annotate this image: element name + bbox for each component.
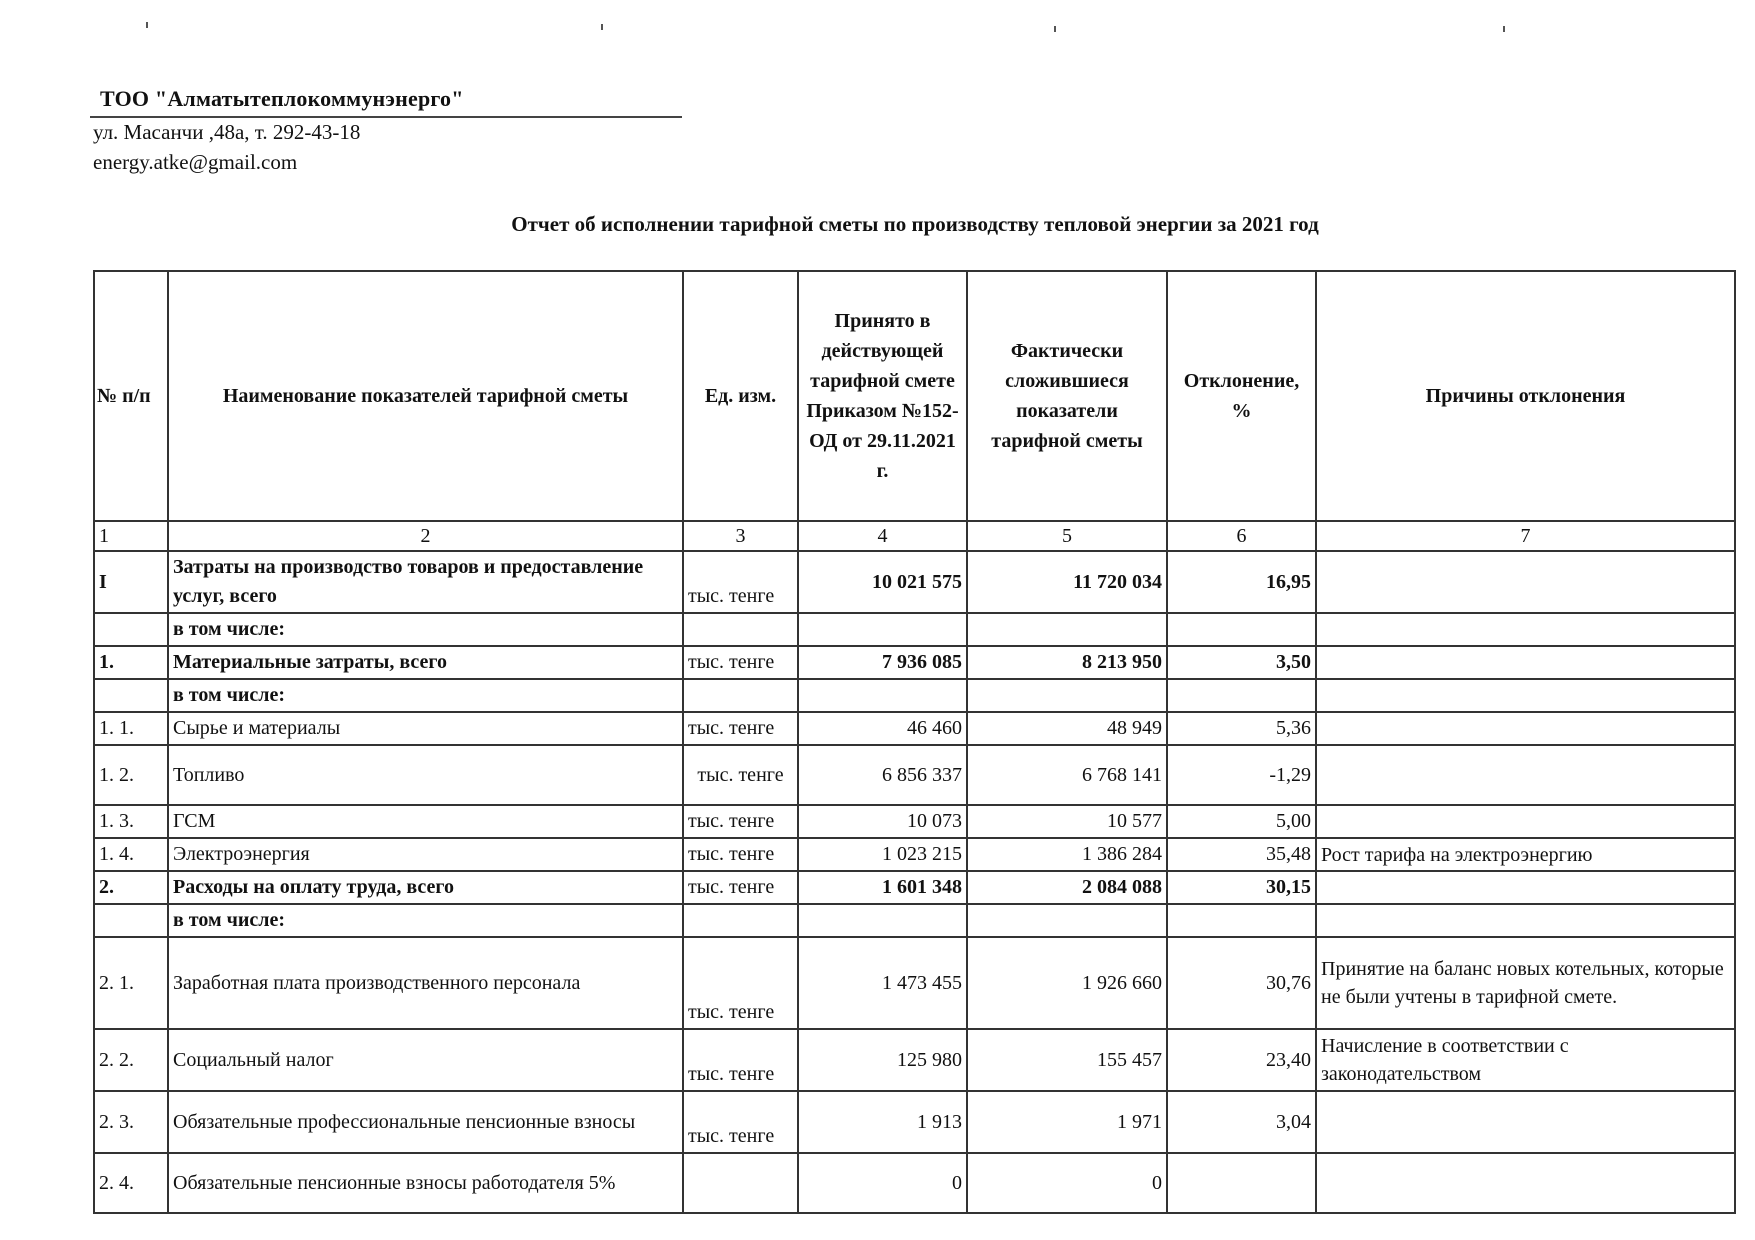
- organization-address: ул. Масанчи ,48а, т. 292-43-18: [93, 120, 361, 144]
- row-name: Обязательные пенсионные взносы работодателя 5%: [168, 1153, 683, 1213]
- row-deviation: 16,95: [1167, 551, 1316, 613]
- row-actual: 155 457: [967, 1029, 1167, 1091]
- scan-mark: [1503, 26, 1505, 32]
- scan-mark: [601, 24, 603, 30]
- row-name: в том числе:: [168, 904, 683, 937]
- row-actual: 1 926 660: [967, 937, 1167, 1029]
- row-unit: тыс. тенге: [683, 838, 798, 871]
- row-unit: тыс. тенге: [683, 551, 798, 613]
- row-name: Затраты на производство товаров и предоставление услуг, всего: [168, 551, 683, 613]
- row-deviation: 3,04: [1167, 1091, 1316, 1153]
- col-header-reason: Причины отклонения: [1316, 271, 1735, 521]
- row-reason: [1316, 904, 1735, 937]
- row-planned: [798, 679, 967, 712]
- table-row: [94, 646, 1735, 679]
- row-unit: тыс. тенге: [683, 646, 798, 679]
- table-row: [94, 805, 1735, 838]
- col-header-number: № п/п: [94, 271, 168, 521]
- row-name: Обязательные профессиональные пенсионные взносы: [168, 1091, 683, 1153]
- row-deviation: -1,29: [1167, 745, 1316, 805]
- row-actual: 11 720 034: [967, 551, 1167, 613]
- column-number: 3: [683, 521, 798, 551]
- column-number: 4: [798, 521, 967, 551]
- row-planned: 1 913: [798, 1091, 967, 1153]
- col-header-name: Наименование показателей тарифной сметы: [168, 271, 683, 521]
- column-number: 6: [1167, 521, 1316, 551]
- table-row: [94, 904, 1735, 937]
- row-actual: 1 971: [967, 1091, 1167, 1153]
- row-deviation: [1167, 1153, 1316, 1213]
- row-number: 2. 4.: [94, 1153, 168, 1213]
- table-row: [94, 613, 1735, 646]
- row-planned: [798, 613, 967, 646]
- header-rule: [90, 116, 682, 118]
- table-row: [94, 838, 1735, 871]
- row-actual: [967, 679, 1167, 712]
- scan-mark: [146, 22, 148, 28]
- row-actual: 1 386 284: [967, 838, 1167, 871]
- col-header-unit: Ед. изм.: [683, 271, 798, 521]
- row-deviation: 3,50: [1167, 646, 1316, 679]
- row-deviation: 23,40: [1167, 1029, 1316, 1091]
- scan-mark: [1054, 26, 1056, 32]
- col-header-actual: Фактически сложившиеся показатели тарифной сметы: [967, 271, 1167, 521]
- row-number: I: [94, 551, 168, 613]
- row-name: Сырье и материалы: [168, 712, 683, 745]
- row-number: 2. 3.: [94, 1091, 168, 1153]
- table-row: [94, 712, 1735, 745]
- row-name: Расходы на оплату труда, всего: [168, 871, 683, 904]
- row-unit: [683, 613, 798, 646]
- row-reason: [1316, 871, 1735, 904]
- row-actual: 48 949: [967, 712, 1167, 745]
- column-number: 1: [94, 521, 168, 551]
- row-reason: [1316, 679, 1735, 712]
- row-reason: Принятие на баланс новых котельных, которые не были учтены в тарифной смете.: [1316, 937, 1735, 1029]
- organization-name: ТОО "Алматытеплокоммунэнерго": [100, 86, 464, 111]
- row-number: 2. 2.: [94, 1029, 168, 1091]
- row-reason: Рост тарифа на электроэнергию: [1316, 838, 1735, 871]
- row-number: 1. 2.: [94, 745, 168, 805]
- row-number: [94, 613, 168, 646]
- row-planned: 1 473 455: [798, 937, 967, 1029]
- row-reason: Начисление в соответствии с законодательством: [1316, 1029, 1735, 1091]
- row-actual: 2 084 088: [967, 871, 1167, 904]
- table-header-row: [94, 271, 1735, 521]
- row-name: в том числе:: [168, 613, 683, 646]
- row-reason: [1316, 712, 1735, 745]
- row-unit: тыс. тенге: [683, 712, 798, 745]
- column-number-row: [94, 521, 1735, 551]
- row-planned: 0: [798, 1153, 967, 1213]
- tariff-report-table: [93, 270, 1736, 1214]
- row-reason: [1316, 613, 1735, 646]
- table-row: [94, 679, 1735, 712]
- row-unit: тыс. тенге: [683, 805, 798, 838]
- row-planned: [798, 904, 967, 937]
- row-reason: [1316, 1153, 1735, 1213]
- row-number: 1. 1.: [94, 712, 168, 745]
- table-row: [94, 745, 1735, 805]
- row-deviation: [1167, 613, 1316, 646]
- row-name: Заработная плата производственного персонала: [168, 937, 683, 1029]
- row-unit: [683, 679, 798, 712]
- table-row: [94, 551, 1735, 613]
- row-planned: 10 073: [798, 805, 967, 838]
- row-unit: тыс. тенге: [683, 1091, 798, 1153]
- row-name: Электроэнергия: [168, 838, 683, 871]
- row-deviation: 35,48: [1167, 838, 1316, 871]
- row-actual: 0: [967, 1153, 1167, 1213]
- row-deviation: [1167, 679, 1316, 712]
- row-unit: тыс. тенге: [683, 1029, 798, 1091]
- column-number: 7: [1316, 521, 1735, 551]
- row-actual: 10 577: [967, 805, 1167, 838]
- row-reason: [1316, 646, 1735, 679]
- table-row: [94, 871, 1735, 904]
- column-number: 5: [967, 521, 1167, 551]
- row-number: 1. 3.: [94, 805, 168, 838]
- row-number: [94, 904, 168, 937]
- row-reason: [1316, 551, 1735, 613]
- row-planned: 7 936 085: [798, 646, 967, 679]
- row-unit: [683, 904, 798, 937]
- row-unit: [683, 1153, 798, 1213]
- row-name: Материальные затраты, всего: [168, 646, 683, 679]
- row-deviation: 30,76: [1167, 937, 1316, 1029]
- row-reason: [1316, 805, 1735, 838]
- row-actual: 8 213 950: [967, 646, 1167, 679]
- row-number: 1.: [94, 646, 168, 679]
- row-actual: [967, 904, 1167, 937]
- row-name: Социальный налог: [168, 1029, 683, 1091]
- row-actual: 6 768 141: [967, 745, 1167, 805]
- row-deviation: 5,00: [1167, 805, 1316, 838]
- row-planned: 6 856 337: [798, 745, 967, 805]
- column-number: 2: [168, 521, 683, 551]
- row-deviation: 30,15: [1167, 871, 1316, 904]
- table-row: [94, 1153, 1735, 1213]
- row-planned: 10 021 575: [798, 551, 967, 613]
- table-row: [94, 1091, 1735, 1153]
- row-planned: 125 980: [798, 1029, 967, 1091]
- report-title: Отчет об исполнении тарифной сметы по производству тепловой энергии за 2021 год: [511, 212, 1319, 236]
- row-number: [94, 679, 168, 712]
- row-planned: 1 601 348: [798, 871, 967, 904]
- table-row: [94, 1029, 1735, 1091]
- row-unit: тыс. тенге: [683, 937, 798, 1029]
- row-actual: [967, 613, 1167, 646]
- row-number: 2.: [94, 871, 168, 904]
- row-planned: 1 023 215: [798, 838, 967, 871]
- col-header-planned: Принято в действующей тарифной смете Приказом №152-ОД от 29.11.2021 г.: [798, 271, 967, 521]
- row-reason: [1316, 1091, 1735, 1153]
- row-name: ГСМ: [168, 805, 683, 838]
- row-reason: [1316, 745, 1735, 805]
- row-unit: тыс. тенге: [683, 745, 798, 805]
- row-deviation: [1167, 904, 1316, 937]
- organization-email: energy.atke@gmail.com: [93, 150, 298, 174]
- row-number: 2. 1.: [94, 937, 168, 1029]
- row-planned: 46 460: [798, 712, 967, 745]
- row-deviation: 5,36: [1167, 712, 1316, 745]
- row-number: 1. 4.: [94, 838, 168, 871]
- row-name: в том числе:: [168, 679, 683, 712]
- row-unit: тыс. тенге: [683, 871, 798, 904]
- row-name: Топливо: [168, 745, 683, 805]
- col-header-deviation: Отклонение, %: [1167, 271, 1316, 521]
- table-row: [94, 937, 1735, 1029]
